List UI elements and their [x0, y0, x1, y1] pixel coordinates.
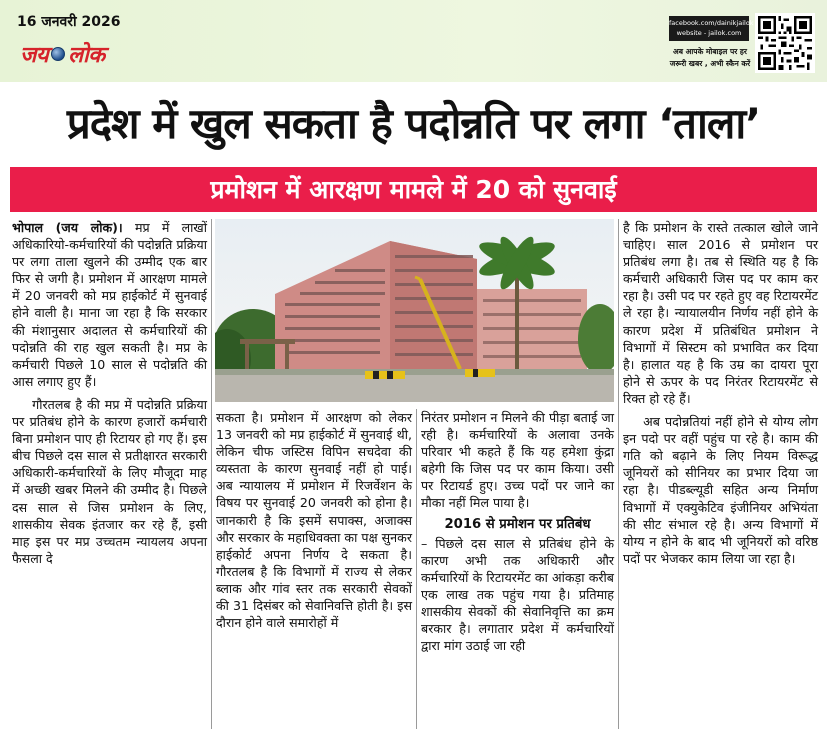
article-paragraph: है कि प्रमोशन के रास्ते तत्काल खोले जाने चाहिए। साल 2016 से प्रमोशन पर प्रतिबंध लगा है। तब से स्थिति यह है कि कर्मचारी अधिकारी जिस पद पर काम कर रहा है। उसी पद पर रहते हुए वह रिटायरमेंट ले रहा है। न्यायालयीन निर्णय नहीं होने के कारण प्रदेश में प्रतिबंधित प्रमोशन ने विभागों में सिस्टम को प्रभावित कर दिया है। हालात यह है कि उम्र का दायरा पूरा होने से ऊपर के पद निरंतर रिटायरमेंट से रिक्त हो रहे हैं।	[623, 220, 818, 406]
subheadline-band	[10, 167, 817, 212]
social-links-box	[669, 16, 754, 41]
section-subheading: 2016 से प्रमोशन पर प्रतिबंध	[444, 516, 591, 532]
dateline: भोपाल (जय लोक)।	[12, 220, 123, 235]
scan-tagline: अब आपके मोबाइल पर हर जरूरी खबर , अभी स्कैन करें	[669, 47, 751, 68]
website-link[interactable]: website - jailok.com	[676, 29, 742, 37]
article-paragraph: निरंतर प्रमोशन न मिलने की पीड़ा बताई जा रही है। कर्मचारियों के अलावा उनके परिवार भी कहते हैं कि यह हमेशा कुंद्रा बहेगी कि जिस पद पर काम किया। उसी पर रिटायर्ड हुए। उच्च पदों पर जाने का मौका नहीं मिल पाया है।	[421, 410, 614, 511]
article-paragraph: भोपाल (जय लोक)। मप्र में लाखों अधिकारियो-कर्मचारियों की पदोन्नति प्रक्रिया पर लगा ताला खुलने की उम्मीद एक बार फिर से जगी है। प्रमोशन में आरक्षण मामले में 20 जनवरी को मप्र हाईकोर्ट में सुनवाई होने वाली है। माना जा रहा है कि सरकार की मंशानुसार अदालत से कर्मचारियों की पदोन्नति की राह खुल सकती है। मप्र के कर्मचारी पिछले 10 साल से पदोन्नति की आस लगाए हुए हैं।	[12, 220, 207, 389]
article-column-3	[421, 409, 614, 654]
main-headline: प्रदेश में खुल सकता है पदोन्नति पर लगा ‘ताला’	[66, 99, 761, 148]
facebook-link[interactable]: facebook.com/dainikjailok	[669, 19, 754, 27]
column-divider	[618, 219, 619, 729]
column-divider	[416, 409, 417, 729]
subheadline: प्रमोशन में आरक्षण मामले में 20 को सुनवाई	[210, 175, 617, 204]
article-paragraph: अब पदोन्नतियां नहीं होने से योग्य लोग इन पदो पर वहीं पहुंच पा रहे है। काम की गति को बढ़ाने के लिए नियम विरूद्ध जूनियरों को सीनियर का प्रभार दिया जा रहा है। पीडब्ल्यूडी सहित अन्य निर्माण विभागों में एक्युकेटिव इंजीनियर अभियंता की सीट संभाल रहे है। अन्य विभागों में योग्य न होने के बाद भी जूनियरों को वरिष्ठ पदों पर भेजकर काम लिया जा रहा है।	[623, 414, 818, 566]
building-photo	[215, 219, 614, 402]
logo-word-jai: जय	[20, 43, 49, 68]
article-column-2	[216, 409, 412, 631]
article-paragraph: गौरतलब है की मप्र में पदोन्नति प्रक्रिया पर प्रतिबंध होने के कारण हजारों कर्मचारी बिना प्रमोशन पाए ही रिटायर हो गए हैं। इस बीच पिछले दस साल से प्रतीक्षारत सरकारी अधिकारी-कर्मचारियों के लिए मौजूदा माह में अच्छी खबर मिलने की उम्मीद है। पिछले दस साल से जिस प्रमोशन के लिए, शासकीय सेवक इंतजार कर रहे हैं, इसी माह इस पर मप्र उच्चतम न्यायलय अपना फैसला दे	[12, 396, 207, 566]
newspaper-logo	[20, 40, 105, 68]
article-column-4	[623, 219, 818, 567]
globe-icon	[51, 47, 65, 61]
article-paragraph: – पिछले दस साल से प्रतिबंध होने के कारण अभी तक अधिकारी और कर्मचारियों के रिटायरमेंट का आंकड़ा करीब एक लाख तक पहुंच गया है। प्रतिमाह शासकीय सेवकों की सेवानिवृत्ति का क्रम बरकार है। लगातार प्रदेश में कर्मचारियों द्वारा मांग उठाई जा रही	[421, 535, 614, 654]
logo-word-lok: लोक	[68, 43, 105, 68]
article-column-1	[12, 219, 207, 567]
article-paragraph: सकता है। प्रमोशन में आरक्षण को लेकर 13 जनवरी को मप्र हाईकोर्ट में सुनवाई थी, लेकिन चीफ जस्टिस विपिन सचदेवा की व्यस्तता के कारण सुनवाई नहीं हो पाई। अब न्यायालय में प्रमोशन में रिजर्वेशन के विषय पर सुनवाई 20 जनवरी को होना है। जानकारी है कि इसमें सपाक्स, अजाक्स और सरकार के महाधिवक्ता का पक्ष सुनकर हाईकोर्ट अपना निर्णय दे सकता है। गौरतलब है कि विभागों में राज्य से लेकर ब्लाक और गांव स्तर तक सरकारी सेवकों की 31 दिसंबर को सेवानिवत्ति होती है। इस दौरान होने वाले समारोहों में	[216, 410, 412, 631]
qr-code-icon[interactable]	[755, 13, 815, 73]
column-divider	[211, 219, 212, 729]
edition-date: 16 जनवरी 2026	[17, 14, 121, 30]
